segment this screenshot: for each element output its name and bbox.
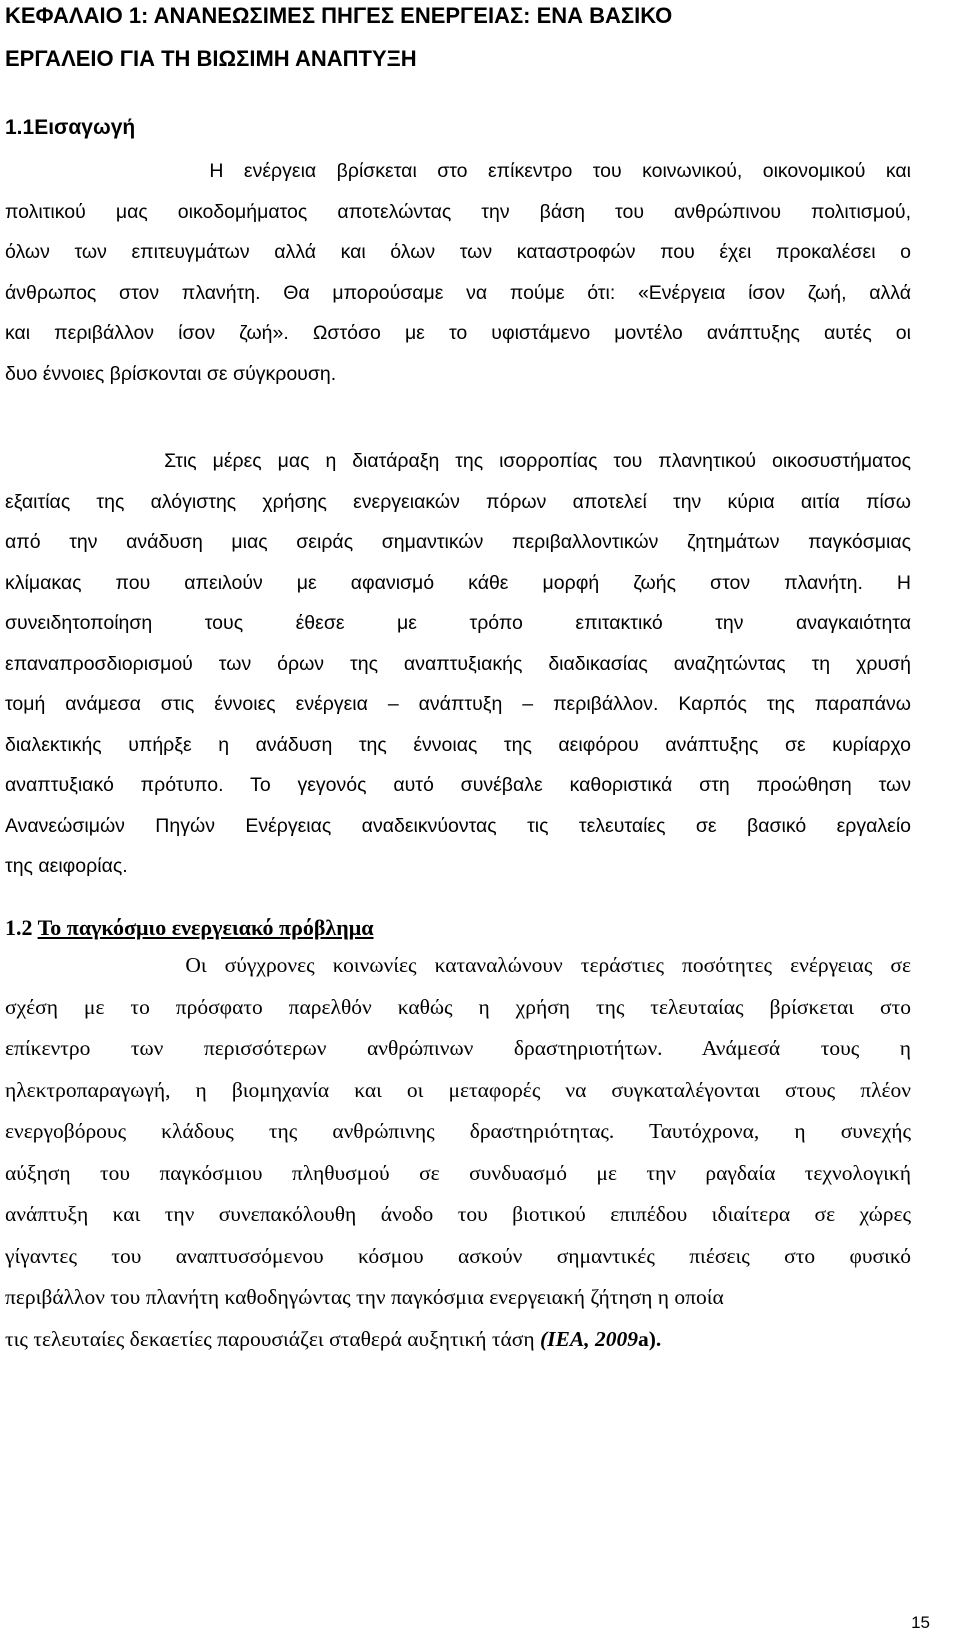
energy-problem-paragraph <box>5 945 911 1360</box>
citation: (IEA, 2009 <box>540 1326 638 1351</box>
p2-line: αναπτυξιακό πρότυπο. Το γεγονός αυτό συνέβαλε καθοριστικά στη προώθηση των <box>5 774 911 796</box>
p2-line: από την ανάδυση μιας σειράς σημαντικών περιβαλλοντικών ζητημάτων παγκόσμιας <box>5 531 911 553</box>
p1-line: άνθρωπος στον πλανήτη. Θα μπορούσαμε να πούμε ότι: «Ενέργεια ίσον ζωή, αλλά <box>5 281 911 304</box>
chapter-title-line-2: ΕΡΓΑΛΕΙΟ ΓΙΑ ΤΗ ΒΙΩΣΙΜΗ ΑΝΑΠΤΥΞΗ <box>5 46 417 71</box>
p3-line: περιβάλλον του πλανήτη καθοδηγώντας την παγκόσμια ενεργειακή ζήτηση η οποία <box>5 1285 724 1309</box>
section-1-1-title: 1.1Εισαγωγή <box>5 116 136 139</box>
p3-line: επίκεντρο των περισσότερων ανθρώπινων δραστηριοτήτων. Ανάμεσά τους η <box>5 1036 911 1060</box>
page-number: 15 <box>911 1613 930 1632</box>
chapter-title-line-1: ΚΕΦΑΛΑΙΟ 1: ΑΝΑΝΕΩΣΙΜΕΣ ΠΗΓΕΣ ΕΝΕΡΓΕΙΑΣ: ΕΝΑ ΒΑΣΙΚΟ <box>5 3 673 28</box>
section-1-2-title <box>5 913 374 943</box>
p1-line: δυο έννοιες βρίσκονται σε σύγκρουση. <box>5 362 337 385</box>
intro-paragraph-2 <box>5 441 911 887</box>
p2-line: Ανανεώσιμών Πηγών Ενέργειας αναδεικνύοντας τις τελευταίες σε βασικό εργαλείο <box>5 814 911 837</box>
p3-line: σχέση με το πρόσφατο παρελθόν καθώς η χρήση της τελευταίας βρίσκεται στο <box>5 994 911 1019</box>
p2-line: εξαιτίας της αλόγιστης χρήσης ενεργειακών πόρων αποτελεί την κύρια αιτία πίσω <box>5 490 911 513</box>
p2-line: συνειδητοποίηση τους έθεσε με τρόπο επιτακτικό την αναγκαιότητα <box>5 612 911 634</box>
p2-line: επαναπροσδιορισμού των όρων της αναπτυξιακής διαδικασίας αναζητώντας τη χρυσή <box>5 652 911 675</box>
p3-line: γίγαντες του αναπτυσσόμενου κόσμου ασκούν σημαντικές πιέσεις στο φυσικό <box>5 1243 911 1268</box>
p2-line: διαλεκτικής υπήρξε η ανάδυση της έννοιας της αειφόρου ανάπτυξης σε κυρίαρχο <box>5 733 911 756</box>
section-1-2-number: 1.2 <box>5 915 38 940</box>
p2-line: τομή ανάμεσα στις έννοιες ενέργεια – ανάπτυξη – περιβάλλον. Καρπός της παραπάνω <box>5 693 911 715</box>
p2-line: κλίμακας που απειλούν με αφανισμό κάθε μορφή ζωής στον πλανήτη. Η <box>5 571 911 594</box>
p1-line: και περιβάλλον ίσον ζωή». Ωστόσο με το υφιστάμενο μοντέλο ανάπτυξης αυτές οι <box>5 322 911 344</box>
p3-line: ανάπτυξη και την συνεπακόλουθη άνοδο του βιοτικού επιπέδου ιδιαίτερα σε χώρες <box>5 1202 911 1226</box>
p3-line: ενεργοβόρους κλάδους της ανθρώπινης δραστηριότητας. Ταυτόχρονα, η συνεχής <box>5 1119 911 1143</box>
p1-line: πολιτικού μας οικοδομήματος αποτελώντας την βάση του ανθρώπινου πολιτισμού, <box>5 200 911 223</box>
intro-paragraph-1 <box>5 151 911 394</box>
p1-line: όλων των επιτευγμάτων αλλά και όλων των καταστροφών που έχει προκαλέσει ο <box>5 241 911 263</box>
p3-line: ηλεκτροπαραγωγή, η βιομηχανία και οι μεταφορές να συγκαταλέγονται στους πλέον <box>5 1077 911 1102</box>
p2-line: Στις μέρες μας η διατάραξη της ισορροπίας του πλανητικού οικοσυστήματος <box>5 450 911 472</box>
chapter-title <box>5 0 945 80</box>
p3-line: αύξηση του παγκόσμιου πληθυσμού σε συνδυασμό με την ραγδαία τεχνολογική <box>5 1160 911 1185</box>
p3-last-line-text: τις τελευταίες δεκαετίες παρουσιάζει σταθερά αυξητική τάση <box>5 1326 541 1351</box>
section-1-2-heading-text: Το παγκόσμιο ενεργειακό πρόβλημα <box>37 915 374 940</box>
p1-line: Η ενέργεια βρίσκεται στο επίκεντρο του κοινωνικού, οικονομικού και <box>5 160 911 182</box>
p3-line: Οι σύγχρονες κοινωνίες καταναλώνουν τεράστιες ποσότητες ενέργειας σε <box>5 953 911 977</box>
p3-line <box>5 1319 911 1361</box>
citation-suffix: a). <box>637 1326 662 1351</box>
p2-line: της αειφορίας. <box>5 855 128 877</box>
